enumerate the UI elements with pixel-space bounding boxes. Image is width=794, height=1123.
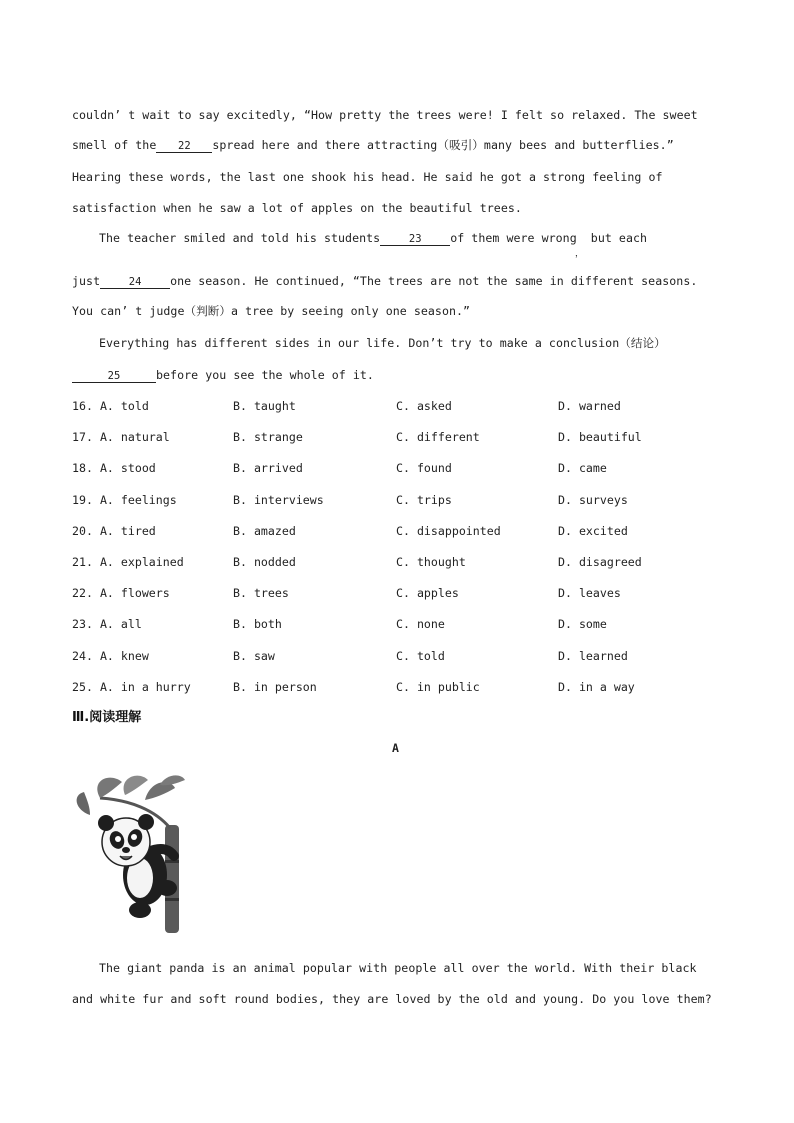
question-row <box>72 399 732 415</box>
option-b: B. in person <box>233 679 317 694</box>
option-c: C. disappointed <box>396 523 501 538</box>
question-number: 18. <box>72 461 93 476</box>
option-b: B. both <box>233 617 282 632</box>
question-number: 17. <box>72 430 93 445</box>
passage-text: of them were wrong but each <box>450 231 648 245</box>
option-d: D. excited <box>558 523 628 538</box>
passage-line-5 <box>99 231 647 246</box>
question-number: 22. <box>72 586 93 601</box>
passage-text: before you see the whole of it. <box>156 368 374 382</box>
question-number-and-option-a <box>72 461 156 475</box>
passage-line-9 <box>72 368 374 383</box>
option-b: B. trees <box>233 586 289 601</box>
question-row <box>72 680 732 696</box>
passage-text: spread here and there attracting（吸引）many bees and butterflies.” <box>212 138 674 152</box>
option-c: C. thought <box>396 555 466 569</box>
blank-25: 25 <box>72 370 156 383</box>
passage-line-4: satisfaction when he saw a lot of apples on the beautiful trees. <box>72 201 522 215</box>
question-number: 24. <box>72 648 93 663</box>
passage-line-8: Everything has different sides in our life. Don’t try to make a conclusion（结论） <box>99 336 666 350</box>
option-c: C. trips <box>396 492 452 507</box>
panda-illustration <box>70 770 195 935</box>
option-d: D. learned <box>558 648 628 663</box>
option-b: B. amazed <box>233 523 296 538</box>
reading-line-2: and white fur and soft round bodies, they are loved by the old and young. Do you love them? <box>72 992 712 1006</box>
question-number: 23. <box>72 617 93 632</box>
question-number-and-option-a <box>72 430 170 444</box>
passage-text: one season. He continued, “The trees are not the same in different seasons. <box>170 274 698 288</box>
blank-23: 23 <box>380 233 450 246</box>
question-row <box>72 617 732 633</box>
option-d: D. leaves <box>558 586 621 601</box>
option-d: D. disagreed <box>558 555 642 569</box>
option-a: A. flowers <box>99 586 170 601</box>
option-a: A. all <box>99 617 142 632</box>
option-d: D. warned <box>558 399 621 413</box>
question-row <box>72 649 732 665</box>
option-b: B. interviews <box>233 492 324 507</box>
question-number-and-option-a <box>72 586 170 600</box>
option-a: A. told <box>99 399 149 413</box>
part-letter: A <box>392 741 399 755</box>
section-title: Ⅲ.阅读理解 <box>72 710 142 725</box>
question-number-and-option-a <box>72 617 142 631</box>
stray-comma: ， <box>575 249 585 259</box>
question-row <box>72 430 732 446</box>
option-a: A. explained <box>99 555 184 569</box>
option-c: C. in public <box>396 679 480 694</box>
passage-text: just <box>72 274 101 288</box>
option-a: A. stood <box>99 461 156 476</box>
question-number-and-option-a <box>72 649 149 663</box>
option-c: C. told <box>396 648 445 663</box>
passage-line-7: You can’ t judge（判断）a tree by seeing only one season.” <box>72 304 471 318</box>
option-b: B. arrived <box>233 461 303 476</box>
question-row <box>72 493 732 509</box>
blank-24: 24 <box>100 276 170 289</box>
option-d: D. some <box>558 617 607 632</box>
option-c: C. different <box>396 430 480 445</box>
question-number: 16. <box>72 399 93 413</box>
option-b: B. taught <box>233 399 296 413</box>
question-number: 21. <box>72 555 93 569</box>
option-a: A. feelings <box>99 492 177 507</box>
option-a: A. knew <box>99 648 149 663</box>
passage-text: smell of the <box>72 138 157 152</box>
option-a: A. in a hurry <box>99 679 191 694</box>
passage-line-1: couldn’ t wait to say excitedly, “How pretty the trees were! I felt so relaxed. The sweet <box>72 108 698 122</box>
option-c: C. none <box>396 617 445 632</box>
question-number: 20. <box>72 523 93 538</box>
question-row <box>72 586 732 602</box>
option-b: B. saw <box>233 648 275 663</box>
question-number: 19. <box>72 492 93 507</box>
option-c: C. asked <box>396 399 452 413</box>
question-number: 25. <box>72 679 93 694</box>
option-c: C. apples <box>396 586 459 601</box>
option-d: D. beautiful <box>558 430 642 445</box>
passage-text: The teacher smiled and told his students <box>99 231 381 245</box>
question-number-and-option-a <box>72 680 191 694</box>
question-number-and-option-a <box>72 524 156 538</box>
reading-line-1: The giant panda is an animal popular with people all over the world. With their black <box>99 961 697 975</box>
option-a: A. natural <box>99 430 170 445</box>
passage-line-2 <box>72 137 674 153</box>
option-b: B. strange <box>233 430 303 445</box>
passage-line-6 <box>72 274 697 289</box>
option-c: C. found <box>396 461 452 476</box>
option-b: B. nodded <box>233 555 296 569</box>
question-number-and-option-a <box>72 399 149 413</box>
passage-line-3: Hearing these words, the last one shook his head. He said he got a strong feeling of <box>72 170 663 184</box>
question-row <box>72 461 732 477</box>
option-d: D. in a way <box>558 679 635 694</box>
blank-22: 22 <box>156 140 212 153</box>
question-row <box>72 555 732 571</box>
option-d: D. surveys <box>558 492 628 507</box>
question-row <box>72 524 732 540</box>
option-a: A. tired <box>99 523 156 538</box>
option-d: D. came <box>558 461 607 476</box>
question-number-and-option-a <box>72 493 177 507</box>
question-number-and-option-a <box>72 555 184 569</box>
